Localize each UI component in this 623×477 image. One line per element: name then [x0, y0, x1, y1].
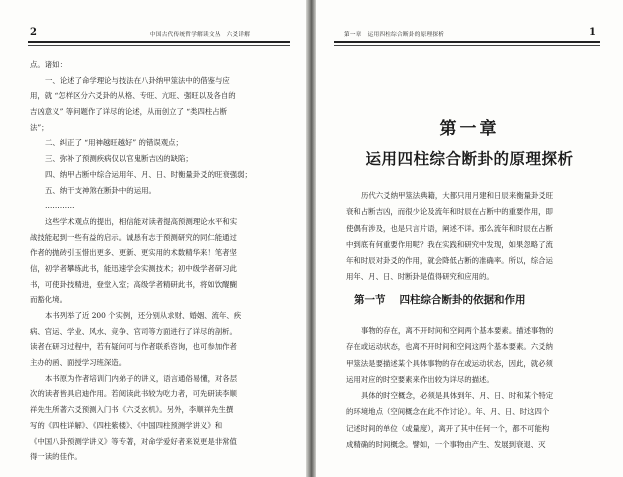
- text-line: 而豁化境。: [30, 295, 67, 305]
- text-line: 使偶有涉及，也是只言片语，阐述不详。那么流年和时辰在占断: [346, 223, 553, 233]
- text-line: 吉凶意义” 等问题作了详尽的论述，从而创立了 “类四柱占断: [30, 107, 228, 117]
- text-line: 四、纳甲占断中综合运用年、月、日、时衡量卦爻的旺衰强弱；: [45, 169, 252, 179]
- text-line: 祥先生所著六爻预测入门书《六爻玄机》。另外，李顺祥先生撰: [30, 405, 234, 415]
- left-page: [0, 0, 306, 477]
- text-line: …………: [45, 201, 75, 211]
- text-line: 书，可使卦技精进，登堂入室；高级学者精研此书，将如饮醍醐: [30, 279, 237, 289]
- section-body-text: [346, 323, 608, 453]
- text-line: 年和时辰对卦爻的作用，就会降低占断的准确率。所以，综合运: [346, 256, 553, 266]
- book-gutter: [306, 0, 316, 477]
- intro-text: [346, 188, 608, 286]
- text-line: 一、论述了命学理论与技法在八卦纳甲筮法中的借鉴与应: [45, 75, 230, 85]
- text-line: 战技能起到一些有益的启示。诚恳有志于预测研究的同仁能通过: [30, 232, 237, 242]
- text-line: 法”；: [30, 122, 49, 132]
- text-line: 作者的抛砖引玉惜出更多、更新、更实用的术数精华来！笔者坚: [30, 248, 237, 258]
- section-heading: [354, 292, 526, 307]
- text-line: 记述时间的单位（或量度），离开了其中任何一个，都不可能构: [346, 423, 550, 433]
- section-title: 四柱综合断卦的依据和作用: [399, 294, 526, 306]
- text-line: 事物的存在，离不开时间和空间两个基本要素。描述事物的: [361, 326, 554, 335]
- text-line: 二、纠正了 “用神越旺越好” 的错误观点；: [45, 138, 183, 148]
- text-line: 三、弥补了预测疾病仅以官鬼断吉凶的缺陷；: [45, 154, 193, 164]
- text-line: 信，初学者攀练此书，能迅速学会实测技术；初中级学者研习此: [30, 263, 237, 273]
- text-line: 次的读者皆具启迪作用。若阅读此书较为吃力者，可先研读李顺: [30, 389, 237, 399]
- text-line: 病、官运、学业、风水、竞争、官司等方面进行了详尽的剖析。: [30, 326, 237, 336]
- header-rule-thin: [334, 45, 600, 46]
- text-line: 的环境地点（空间概念在此不作讨论）。年、月、日、时这四个: [346, 407, 550, 417]
- chapter-subtitle: 运用四柱综合断卦的原理探析: [365, 149, 574, 168]
- text-line: 衰和占断吉凶，而很少论及流年和时辰在占断中的重要作用，即: [346, 207, 553, 217]
- header-rule-thin: [28, 45, 290, 46]
- text-line: 本书列举了近 200 个实例，还分别从求财、婚姻、流年、疾: [45, 311, 242, 320]
- text-line: 主办的函、面授学习班深造。: [30, 358, 127, 368]
- text-line: 五、纳干支神煞在断卦中的运用。: [45, 185, 156, 195]
- text-line: 存在或运动状态，也离不开时间和空间这两个基本要素。六爻纳: [346, 342, 553, 352]
- text-line: 用，就 “怎样区分六爻卦的从格、专旺、亢旺、强旺以及各自的: [30, 91, 236, 101]
- text-line: 中到底有何重要作用呢？我在实践和研究中发现，如果忽略了流: [346, 239, 553, 249]
- text-line: 成精确的时间概念。譬如，一个事物由产生、发展到衰退、灭: [346, 440, 546, 450]
- running-head: 中国古代传统哲学解读文丛 六爻详解: [150, 32, 251, 38]
- page-number: 2: [30, 27, 37, 38]
- running-head: 第一章 运用四柱综合断卦的原理探析: [344, 32, 445, 38]
- text-line: 甲筮法是要描述某个具体事物的存在或运动状态，因此，就必须: [346, 358, 553, 368]
- text-line: 《中国八卦预测学讲义》等专著，对命学爱好者来说更是非常值: [30, 436, 237, 446]
- text-line: 这些学术观点的提出，相信能对读者提高预测理论水平和实: [45, 216, 238, 226]
- header-rule-thick: [28, 41, 290, 43]
- text-line: 点。诸如：: [30, 60, 67, 69]
- text-line: 具体的时空概念，必须是具体到年、月、日、时和某个特定: [361, 391, 554, 401]
- chapter-title: 第一章: [439, 119, 500, 139]
- page-number: 1: [589, 27, 596, 38]
- section-number: 第一节: [354, 294, 386, 306]
- text-line: 运用对应的时空要素来作出较为详尽的描述。: [346, 374, 494, 384]
- right-page: [316, 0, 623, 477]
- header-rule-thick: [334, 41, 600, 43]
- text-line: 读者在研习过程中，若有疑问可与作者联系咨询，也可参加作者: [30, 342, 237, 352]
- text-line: 写的《四柱详解》、《四柱紫楼》、《中国四柱预测学讲义》和: [30, 420, 223, 430]
- text-line: 本书原为作者培训门内弟子的讲义，语言通俗易懂，对各层: [45, 373, 238, 383]
- text-line: 用年、月、日、时断卦是值得研究和应用的。: [346, 272, 494, 282]
- text-line: 历代六爻纳甲筮法典籍，大都只用月建和日辰来衡量卦爻旺: [361, 191, 554, 200]
- body-text: [30, 57, 292, 465]
- text-line: 得一读的佳作。: [30, 452, 82, 462]
